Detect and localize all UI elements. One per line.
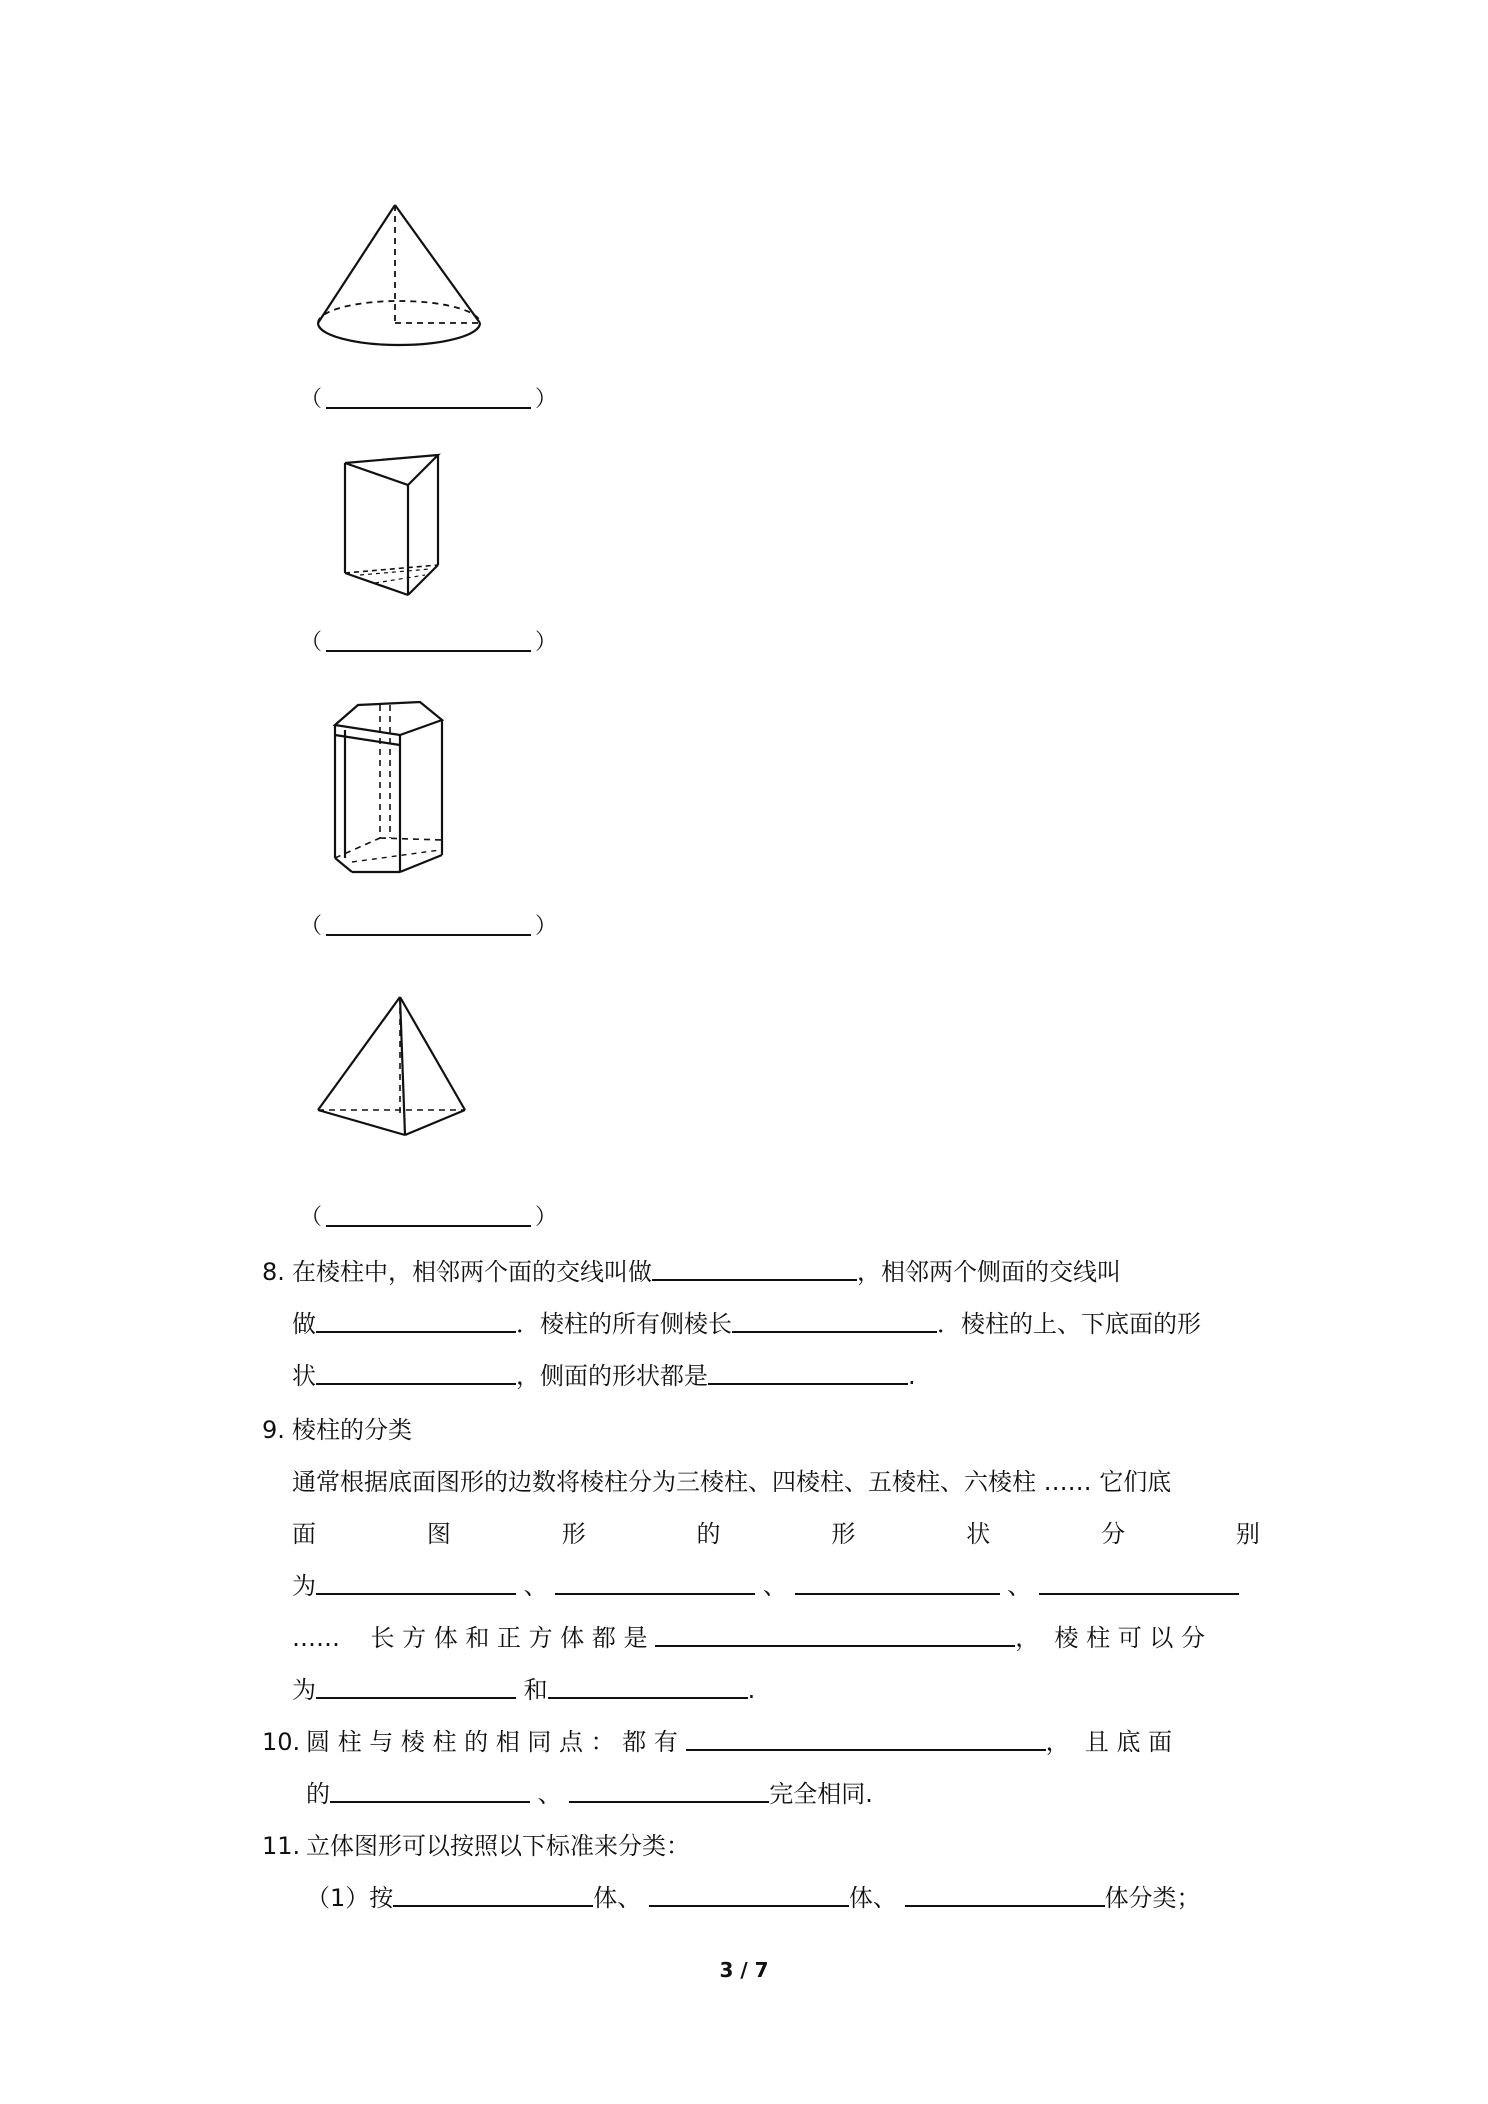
q9-blank-3[interactable] bbox=[795, 1567, 1000, 1595]
pentagonal-prism-diagram bbox=[290, 690, 490, 890]
q10-line-2: 的 、 完全相同. bbox=[262, 1768, 1262, 1820]
q8-blank-4[interactable] bbox=[316, 1357, 516, 1385]
q9-blank-7[interactable] bbox=[548, 1671, 748, 1699]
q8-number: 8. bbox=[262, 1258, 285, 1286]
question-8 bbox=[262, 1246, 1262, 1402]
q10-blank-2[interactable] bbox=[330, 1775, 530, 1803]
q8-blank-1[interactable] bbox=[652, 1253, 857, 1281]
pyramid-answer-blank[interactable] bbox=[326, 1201, 531, 1227]
q9-title: 9. 棱柱的分类 bbox=[262, 1404, 1262, 1456]
triangular-prism-answer-line[interactable]: （ ） bbox=[300, 628, 557, 658]
q8-line-1: 8. 在棱柱中，相邻两个面的交线叫做 ，相邻两个侧面的交线叫 bbox=[262, 1246, 1262, 1298]
pentagonal-prism-figure bbox=[290, 690, 490, 890]
q9-blank-5[interactable] bbox=[655, 1619, 1015, 1647]
cone-answer-blank[interactable] bbox=[326, 383, 531, 409]
q11-number: 11. bbox=[262, 1832, 301, 1860]
triangular-prism-figure bbox=[290, 445, 490, 615]
q9-line-3: 为 、 、 、 bbox=[262, 1560, 1262, 1612]
q11-sub-1: （1）按 体、 体、 体分类； bbox=[262, 1872, 1262, 1924]
q11-blank-2[interactable] bbox=[649, 1879, 849, 1907]
cone-answer-line[interactable]: （ ） bbox=[300, 385, 557, 415]
pentagonal-prism-answer-line[interactable]: （ ） bbox=[300, 912, 557, 942]
q8-blank-5[interactable] bbox=[708, 1357, 908, 1385]
page-number: 3 / 7 bbox=[719, 1958, 769, 1982]
question-11 bbox=[262, 1820, 1262, 1924]
q9-blank-2[interactable] bbox=[555, 1567, 755, 1595]
q11-blank-3[interactable] bbox=[905, 1879, 1105, 1907]
q9-blank-4[interactable] bbox=[1039, 1567, 1239, 1595]
pyramid-answer-line[interactable]: （ ） bbox=[300, 1203, 557, 1233]
triangular-prism-diagram bbox=[290, 445, 490, 615]
cone-diagram bbox=[290, 195, 490, 365]
cone-figure bbox=[290, 195, 490, 365]
triangular-prism-answer-blank[interactable] bbox=[326, 626, 531, 652]
q10-blank-1[interactable] bbox=[686, 1723, 1046, 1751]
q8-line-3: 状 ，侧面的形状都是 . bbox=[262, 1350, 1262, 1402]
q10-blank-3[interactable] bbox=[569, 1775, 769, 1803]
q8-line-2: 做 ．棱柱的所有侧棱长 ．棱柱的上、下底面的形 bbox=[262, 1298, 1262, 1350]
q9-blank-1[interactable] bbox=[316, 1567, 516, 1595]
q11-title: 11. 立体图形可以按照以下标准来分类： bbox=[262, 1820, 1262, 1872]
q9-line-1: 通常根据底面图形的边数将棱柱分为三棱柱、四棱柱、五棱柱、六棱柱 …… 它们底 bbox=[292, 1468, 1172, 1496]
question-10 bbox=[262, 1716, 1262, 1820]
pentagonal-prism-answer-blank[interactable] bbox=[326, 910, 531, 936]
q9-line-2: 面 图 形 的 形 状 分 别 bbox=[292, 1520, 1260, 1548]
pyramid-diagram bbox=[290, 985, 490, 1155]
q9-blank-6[interactable] bbox=[316, 1671, 516, 1699]
q8-blank-2[interactable] bbox=[316, 1305, 516, 1333]
pyramid-figure bbox=[290, 985, 490, 1155]
q8-blank-3[interactable] bbox=[732, 1305, 937, 1333]
q11-blank-1[interactable] bbox=[393, 1879, 593, 1907]
q9-line-5: 为 和 . bbox=[262, 1664, 1262, 1716]
q9-number: 9. bbox=[262, 1416, 285, 1444]
question-9 bbox=[262, 1404, 1262, 1716]
q10-line-1: 10. 圆 柱 与 棱 柱 的 相 同 点 ： 都 有 ， 且 底 面 bbox=[262, 1716, 1262, 1768]
q10-number: 10. bbox=[262, 1728, 301, 1756]
q9-line-4: …… 长 方 体 和 正 方 体 都 是 ， 棱 柱 可 以 分 bbox=[262, 1612, 1262, 1664]
